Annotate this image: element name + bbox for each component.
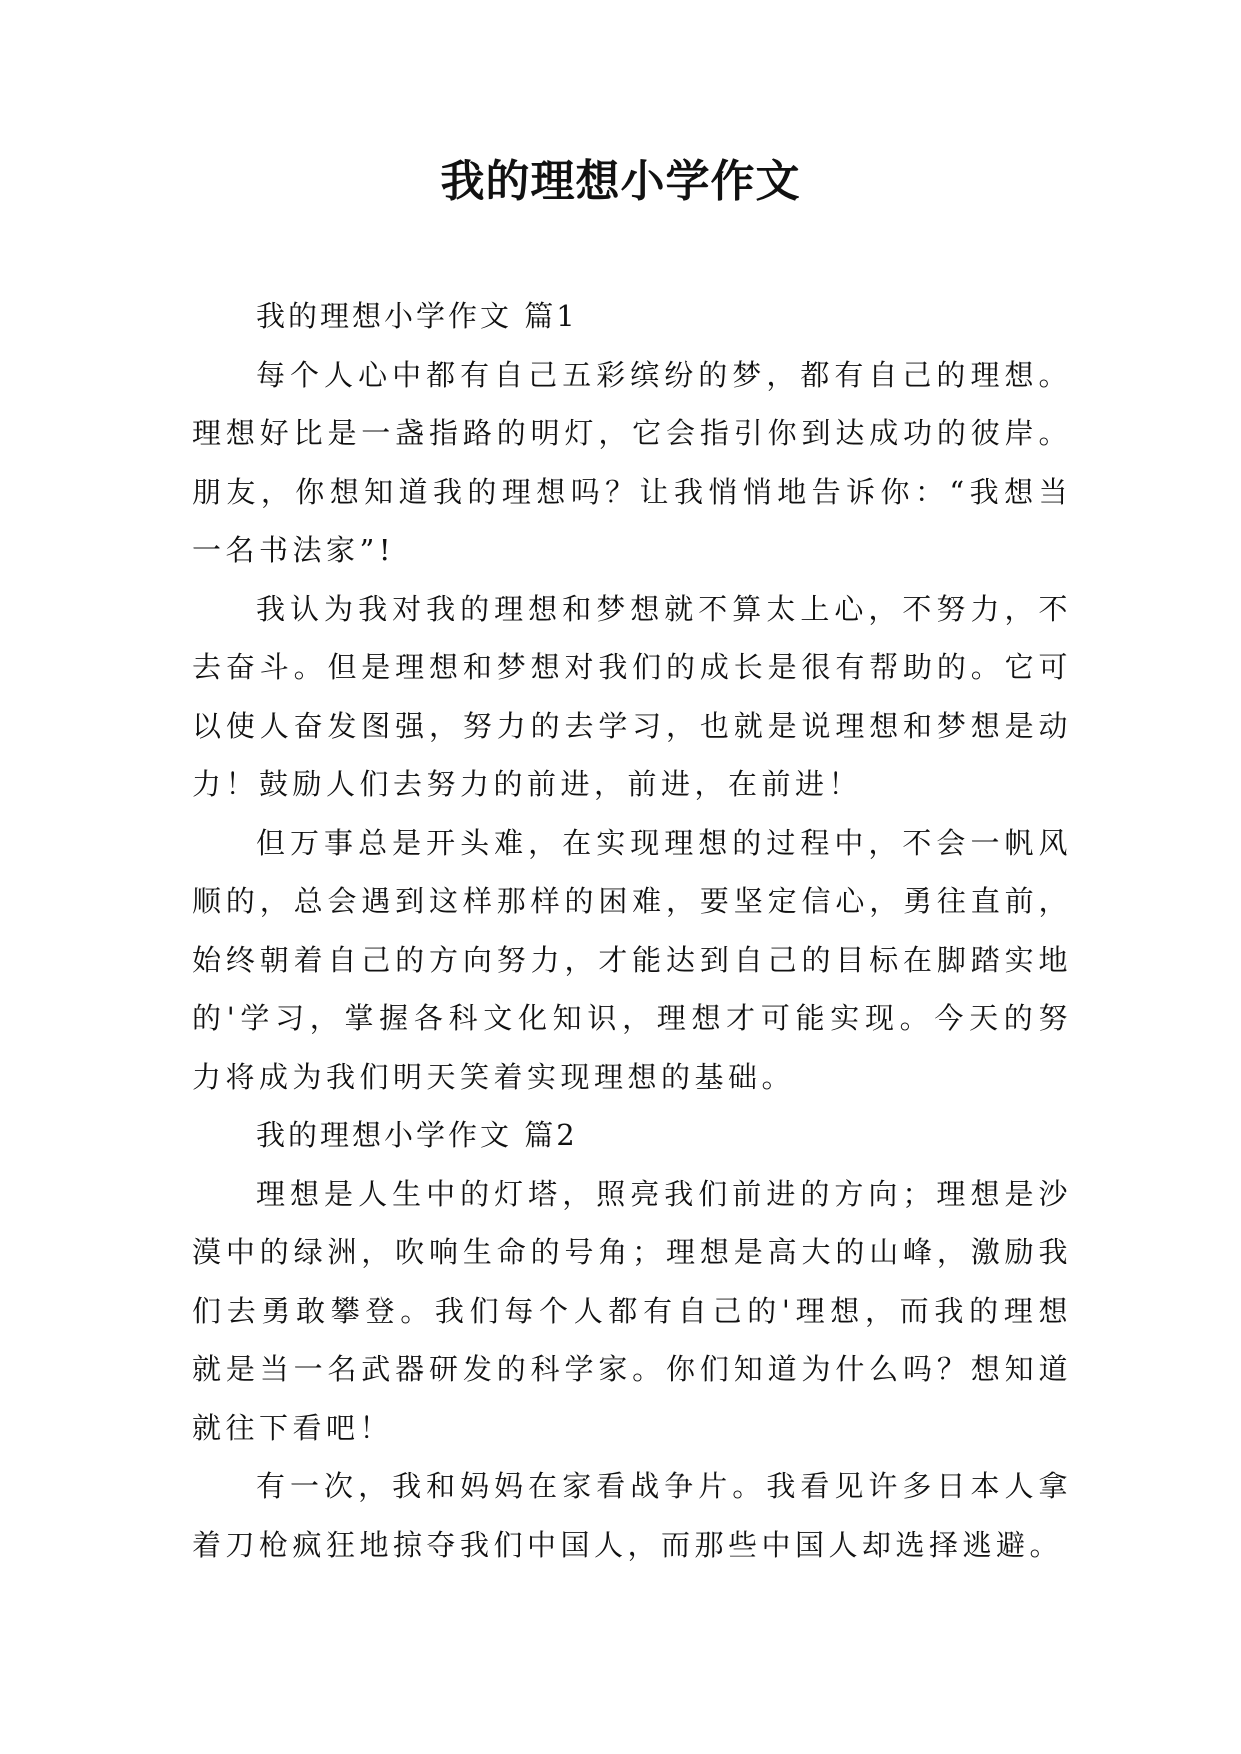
section-heading-1: 我的理想小学作文 篇1 bbox=[256, 299, 578, 333]
paragraph: 有一次，我和妈妈在家看战争片。我看见许多日本人拿着刀枪疯狂地掠夺我们中国人，而那些中国人却选择逃避。 bbox=[192, 1469, 1072, 1562]
document-title: 我的理想小学作文 bbox=[440, 156, 801, 207]
document-body bbox=[192, 287, 1072, 1574]
section-heading-2: 我的理想小学作文 篇2 bbox=[256, 1118, 578, 1152]
paragraph: 但万事总是开头难，在实现理想的过程中，不会一帆风顺的，总会遇到这样那样的困难，要坚定信心，勇往直前，始终朝着自己的方向努力，才能达到自己的目标在脚踏实地的'学习，掌握各科文化知识，理想才可能实现。今天的努力将成为我们明天笑着实现理想的基础。 bbox=[192, 825, 1072, 1094]
paragraph: 每个人心中都有自己五彩缤纷的梦，都有自己的理想。理想好比是一盏指路的明灯，它会指引你到达成功的彼岸。朋友，你想知道我的理想吗？让我悄悄地告诉你：“我想当一名书法家”! bbox=[192, 357, 1072, 567]
paragraph: 我认为我对我的理想和梦想就不算太上心，不努力，不去奋斗。但是理想和梦想对我们的成长是很有帮助的。它可以使人奋发图强，努力的去学习，也就是说理想和梦想是动力！鼓励人们去努力的前进，前进，在前进！ bbox=[192, 591, 1072, 801]
paragraph: 理想是人生中的灯塔，照亮我们前进的方向；理想是沙漠中的绿洲，吹响生命的号角；理想是高大的山峰，激励我们去勇敢攀登。我们每个人都有自己的'理想，而我的理想就是当一名武器研发的科学家。你们知道为什么吗？想知道就往下看吧！ bbox=[192, 1176, 1072, 1445]
